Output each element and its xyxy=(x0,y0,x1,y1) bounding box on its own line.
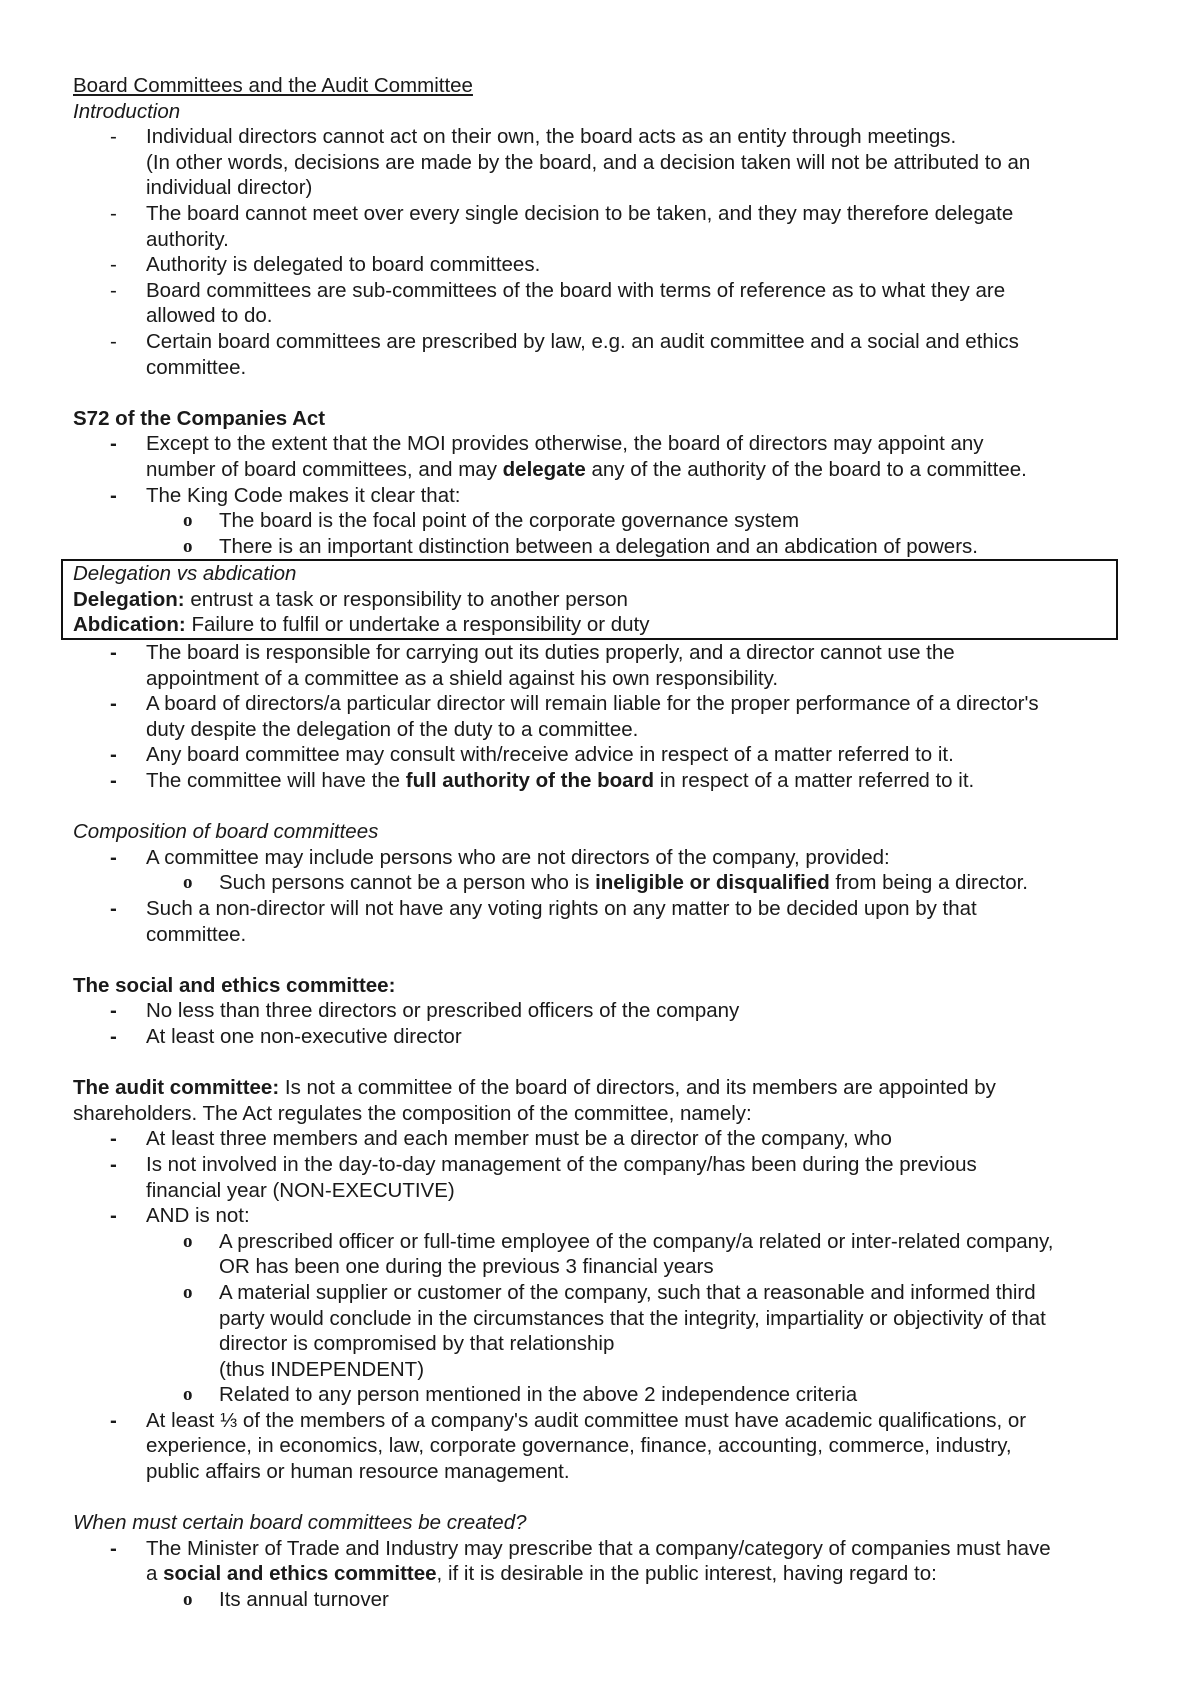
list-item: - A committee may include persons who are not directors of the company, provided: xyxy=(110,845,890,869)
dash-marker: - xyxy=(110,692,117,716)
list-item-cont: number of board committees, and may delegate any of the authority of the board to a committee. xyxy=(146,457,1027,481)
list-item-cont: committee. xyxy=(146,922,247,946)
sub-list-item: o Such persons cannot be a person who is ineligible or disqualified from being a director. xyxy=(183,871,1028,895)
list-item-cont: duty despite the delegation of the duty to a committee. xyxy=(146,717,639,741)
spacer xyxy=(73,947,1133,973)
audit-intro: The audit committee: Is not a committee of the board of directors, and its members are appointed by xyxy=(73,1076,996,1100)
when-heading: When must certain board committees be created? xyxy=(73,1511,527,1535)
sub-list-item-cont: party would conclude in the circumstances that the integrity, impartiality or objectivity of that xyxy=(219,1306,1046,1330)
s72-heading: S72 of the Companies Act xyxy=(73,406,326,430)
dash-marker: - xyxy=(110,278,117,302)
abdication-definition: Abdication: Failure to fulfil or undertake a responsibility or duty xyxy=(73,613,650,637)
list-item-cont: authority. xyxy=(146,227,229,251)
spacer xyxy=(73,794,1133,820)
list-item: - At least one non-executive director xyxy=(110,1024,462,1048)
circle-marker: o xyxy=(183,535,193,557)
dash-marker: - xyxy=(110,1204,117,1228)
list-item-cont: financial year (NON-EXECUTIVE) xyxy=(146,1178,455,1202)
circle-marker: o xyxy=(183,1281,193,1303)
audit-intro-cont: shareholders. The Act regulates the composition of the committee, namely: xyxy=(73,1101,752,1125)
sub-list-item-cont: director is compromised by that relationship xyxy=(219,1332,615,1356)
sub-list-item: o The board is the focal point of the corporate governance system xyxy=(183,509,800,533)
list-item-cont: experience, in economics, law, corporate governance, finance, accounting, commerce, industry, xyxy=(146,1434,1012,1458)
circle-marker: o xyxy=(183,1384,193,1406)
circle-marker: o xyxy=(183,1230,193,1252)
composition-heading: Composition of board committees xyxy=(73,820,379,844)
sub-list-item: o Related to any person mentioned in the above 2 independence criteria xyxy=(183,1383,858,1407)
list-item: - Such a non-director will not have any voting rights on any matter to be decided upon by that xyxy=(110,897,977,920)
list-item: - At least three members and each member must be a director of the company, who xyxy=(110,1127,892,1151)
list-item: - Certain board committees are prescribed by law, e.g. an audit committee and a social and ethics xyxy=(110,329,1019,353)
delegation-definition: Delegation: entrust a task or responsibility to another person xyxy=(73,587,628,611)
list-item: - No less than three directors or prescribed officers of the company xyxy=(110,999,740,1023)
dash-marker: - xyxy=(110,125,117,149)
circle-marker: o xyxy=(183,1589,193,1611)
intro-heading: Introduction xyxy=(73,99,181,123)
dash-marker: - xyxy=(110,1536,117,1560)
dash-marker: - xyxy=(110,743,117,767)
dash-marker: - xyxy=(110,253,117,277)
list-item-cont: individual director) xyxy=(146,176,313,200)
spacer xyxy=(73,380,1133,406)
list-item: - At least ⅓ of the members of a company's audit committee must have academic qualifications, or xyxy=(110,1408,1027,1432)
document-page xyxy=(73,73,1133,1613)
list-item: - The committee will have the full authority of the board in respect of a matter referred to it. xyxy=(110,769,975,793)
list-item-cont: (In other words, decisions are made by the board, and a decision taken will not be attributed to an xyxy=(146,150,1031,174)
dash-marker: - xyxy=(110,1024,117,1048)
sub-list-item-cont: OR has been one during the previous 3 financial years xyxy=(219,1255,714,1279)
list-item-cont: public affairs or human resource management. xyxy=(146,1460,570,1484)
list-item: - The board cannot meet over every single decision to be taken, and they may therefore delegate xyxy=(110,201,1014,225)
dash-marker: - xyxy=(110,999,117,1023)
list-item: - Any board committee may consult with/receive advice in respect of a matter referred to it. xyxy=(110,743,954,767)
sub-list-item: o Its annual turnover xyxy=(183,1588,389,1612)
dash-marker: - xyxy=(110,845,117,869)
box-title: Delegation vs abdication xyxy=(73,562,297,586)
spacer xyxy=(73,1485,1133,1511)
list-item: - Individual directors cannot act on their own, the board acts as an entity through meetings. xyxy=(110,125,957,149)
dash-marker: - xyxy=(110,897,117,920)
dash-marker: - xyxy=(110,329,117,353)
dash-marker: - xyxy=(110,769,117,793)
sub-list-item: o A prescribed officer or full-time employee of the company/a related or inter-related company, xyxy=(183,1229,1054,1253)
dash-marker: - xyxy=(110,201,117,225)
sub-list-item: o A material supplier or customer of the company, such that a reasonable and informed third xyxy=(183,1280,1036,1304)
list-item: - The King Code makes it clear that: xyxy=(110,483,461,507)
list-item: - The board is responsible for carrying out its duties properly, and a director cannot use the xyxy=(110,641,955,665)
dash-marker: - xyxy=(110,432,117,456)
definition-box xyxy=(61,559,1118,640)
document-title: Board Committees and the Audit Committee xyxy=(73,74,473,97)
dash-marker: - xyxy=(110,1408,117,1432)
list-item: - Except to the extent that the MOI provides otherwise, the board of directors may appoint any xyxy=(110,432,984,456)
dash-marker: - xyxy=(110,1127,117,1151)
spacer xyxy=(73,1050,1133,1076)
list-item: - A board of directors/a particular director will remain liable for the proper performance of a director's xyxy=(110,692,1039,716)
list-item-cont: allowed to do. xyxy=(146,304,273,328)
list-item: - AND is not: xyxy=(110,1204,250,1228)
list-item-cont: appointment of a committee as a shield against his own responsibility. xyxy=(146,666,779,690)
sub-list-item-cont: (thus INDEPENDENT) xyxy=(219,1357,425,1381)
list-item: - Authority is delegated to board committees. xyxy=(110,253,541,277)
list-item: - The Minister of Trade and Industry may prescribe that a company/category of companies must have xyxy=(110,1536,1051,1560)
list-item-cont: committee. xyxy=(146,355,247,379)
social-heading: The social and ethics committee: xyxy=(73,973,396,997)
circle-marker: o xyxy=(183,510,193,532)
dash-marker: - xyxy=(110,641,117,665)
list-item: - Board committees are sub-committees of the board with terms of reference as to what they are xyxy=(110,278,1006,302)
list-item-cont: a social and ethics committee, if it is desirable in the public interest, having regard to: xyxy=(146,1562,937,1586)
list-item: - Is not involved in the day-to-day management of the company/has been during the previous xyxy=(110,1152,977,1176)
circle-marker: o xyxy=(183,872,193,894)
sub-list-item: o There is an important distinction between a delegation and an abdication of powers. xyxy=(183,534,978,558)
dash-marker: - xyxy=(110,1152,117,1176)
dash-marker: - xyxy=(110,483,117,507)
